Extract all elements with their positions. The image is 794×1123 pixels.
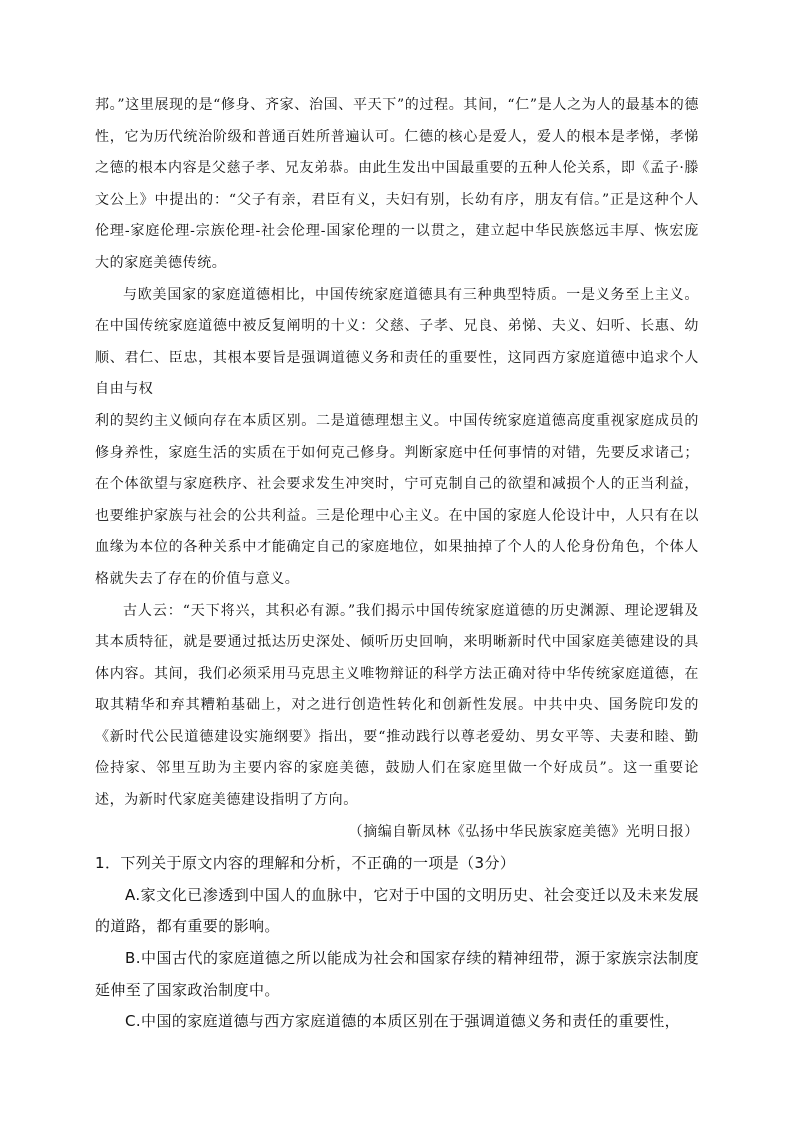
passage-paragraph-2b: 利的契约主义倾向存在本质区别。二是道德理想主义。中国传统家庭道德高度重视家庭成员的修身养性，家庭生活的实质在于如何克己修身。判断家庭中任何事情的对错，先要反求诸己；在个体欲望与家庭秩序、社会要求发生冲突时，宁可克制自己的欲望和减损个人的正当利益，也要维护家族与社会的公共利益。三是伦理中心主义。在中国的家庭人伦设计中，人只有在以血缘为本位的各种关系中才能确定自己的家庭地位，如果抽掉了个人的人伦身份角色，个体人格就失去了存在的价值与意义。 <box>95 412 699 587</box>
document-page <box>95 90 699 1038</box>
question-1-option-b: B.中国古代的家庭道德之所以能成为社会和国家存续的精神纽带，源于家族宗法制度延伸至了国家政治制度中。 <box>95 949 699 999</box>
question-1-stem: 1．下列关于原文内容的理解和分析，不正确的一项是（3分） <box>95 854 516 873</box>
passage-paragraph-3: 古人云：“天下将兴，其积必有源。”我们揭示中国传统家庭道德的历史渊源、理论逻辑及其本质特征，就是要通过抵达历史深处、倾听历史回响，来明晰新时代中国家庭美德建设的具体内容。其间，我们必须采用马克思主义唯物辩证的科学方法正确对待中华传统家庭道德，在取其精华和弃其糟粕基础上，对之进行创造性转化和创新性发展。中共中央、国务院印发的《新时代公民道德建设实施纲要》指出，要“推动践行以尊老爱幼、男女平等、夫妻和睦、勤俭持家、邻里互助为主要内容的家庭美德，鼓励人们在家庭里做一个好成员”。这一重要论述，为新时代家庭美德建设指明了方向。 <box>95 602 699 809</box>
question-1-option-a: A.家文化已渗透到中国人的血脉中，它对于中国的文明历史、社会变迁以及未来发展的道路，都有重要的影响。 <box>95 885 699 936</box>
passage-paragraph-1: 邦。”这里展现的是“修身、齐家、治国、平天下”的过程。其间，“仁”是人之为人的最基本的德性，它为历代统治阶级和普通百姓所普遍认可。仁德的核心是爱人，爱人的根本是孝悌，孝悌之德的根本内容是父慈子孝、兄友弟恭。由此生发出中国最重要的五种人伦关系，即《孟子·滕文公上》中提出的：“父子有亲，君臣有义，夫妇有别，长幼有序，朋友有信。”正是这种个人伦理-家庭伦理-宗族伦理-社会伦理-国家伦理的一以贯之，建立起中华民族悠远丰厚、恢宏庞大的家庭美德传统。 <box>95 97 699 271</box>
passage-source: （摘编自靳凤林《弘扬中华民族家庭美德》光明日报） <box>348 823 699 840</box>
passage-paragraph-2a: 与欧美国家的家庭道德相比，中国传统家庭道德具有三种典型特质。一是义务至上主义。在中国传统家庭道德中被反复阐明的十义：父慈、子孝、兄良、弟悌、夫义、妇听、长惠、幼顺、君仁、臣忠，其根本要旨是强调道德义务和责任的重要性，这同西方家庭道德中追求个人自由与权 <box>95 286 699 398</box>
question-1-option-c: C.中国的家庭道德与西方家庭道德的本质区别在于强调道德义务和责任的重要性， <box>125 1012 681 1031</box>
